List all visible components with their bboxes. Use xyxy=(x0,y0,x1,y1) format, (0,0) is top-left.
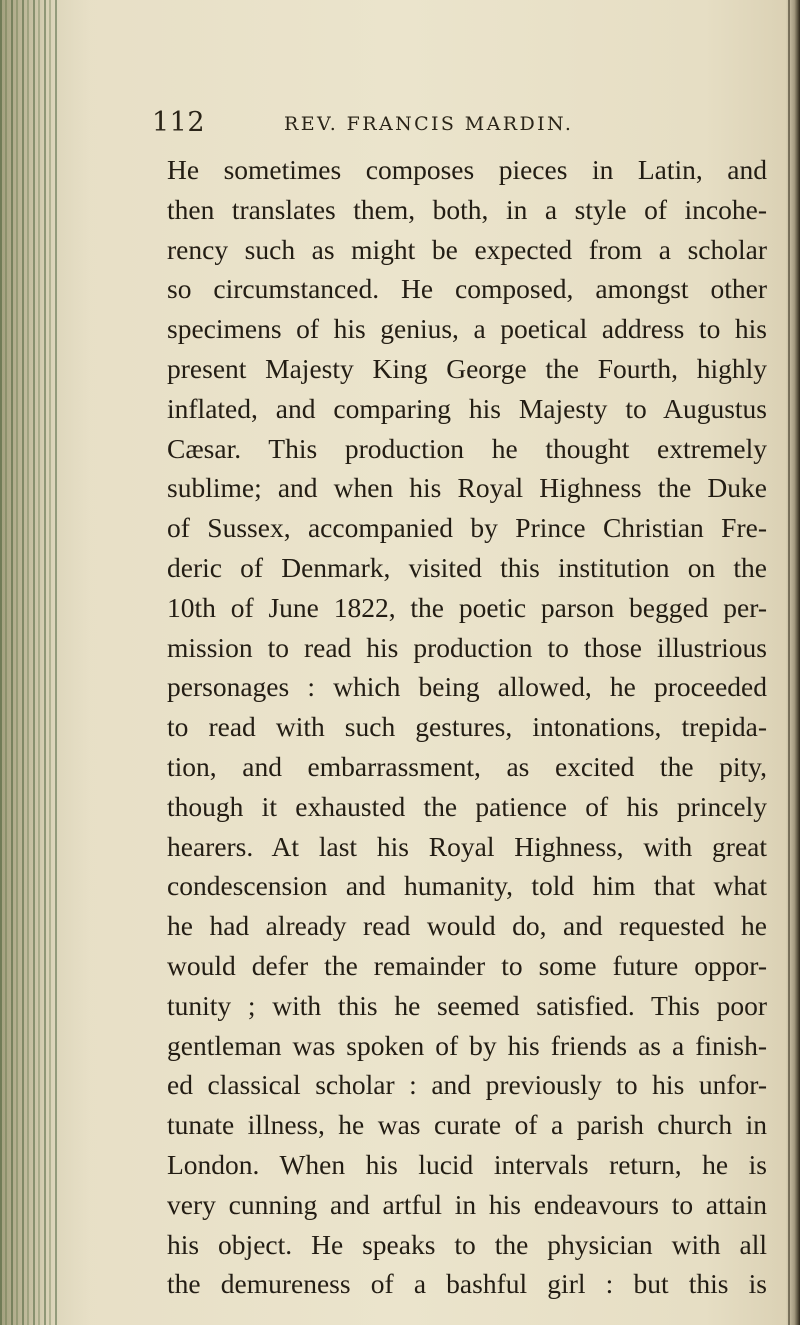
text-line: inflated, and comparing his Majesty to Augustus xyxy=(167,392,767,424)
text-line: sublime; and when his Royal Highness the Duke xyxy=(167,472,767,504)
page-number: 112 xyxy=(152,107,206,138)
text-line: mission to read his production to those illustrious xyxy=(167,631,767,663)
page-edge-line xyxy=(788,0,790,1325)
text-line: rency such as might be expected from a scholar xyxy=(167,233,767,265)
text-line: 10th of June 1822, the poetic parson begged per- xyxy=(167,591,767,623)
text-line: gentleman was spoken of by his friends as a finish- xyxy=(167,1029,767,1061)
text-line: he had already read would do, and requested he xyxy=(167,910,767,942)
text-line: the demureness of a bashful girl : but this is xyxy=(167,1268,767,1300)
text-line: He sometimes composes pieces in Latin, and xyxy=(167,154,767,185)
text-line: London. When his lucid intervals return, he is xyxy=(167,1148,767,1180)
text-line: tunity ; with this he seemed satisfied. This poor xyxy=(167,989,767,1021)
text-line: deric of Denmark, visited this institution on the xyxy=(167,551,767,583)
text-line: so circumstanced. He composed, amongst other xyxy=(167,273,767,305)
page-header xyxy=(152,106,752,140)
running-head: REV. FRANCIS MARDIN. xyxy=(284,113,574,135)
text-line: then translates them, both, in a style of incohe- xyxy=(167,193,767,225)
text-line: personages : which being allowed, he proceeded xyxy=(167,671,767,703)
text-line: his object. He speaks to the physician with all xyxy=(167,1228,767,1260)
text-line: of Sussex, accompanied by Prince Christian Fre- xyxy=(167,512,767,544)
text-line: present Majesty King George the Fourth, highly xyxy=(167,352,767,384)
text-line: condescension and humanity, told him that what xyxy=(167,870,767,902)
book-binding-edge xyxy=(0,0,60,1325)
text-line: specimens of his genius, a poetical address to his xyxy=(167,313,767,345)
text-line: would defer the remainder to some future oppor- xyxy=(167,949,767,981)
text-line: to read with such gestures, intonations, trepida- xyxy=(167,711,767,743)
body-text xyxy=(167,150,767,1304)
text-line: ed classical scholar : and previously to his unfor- xyxy=(167,1069,767,1101)
text-line: very cunning and artful in his endeavours to attain xyxy=(167,1188,767,1220)
text-line: tunate illness, he was curate of a parish church in xyxy=(167,1109,767,1141)
text-line: tion, and embarrassment, as excited the pity, xyxy=(167,750,767,782)
text-line: Cæsar. This production he thought extremely xyxy=(167,432,767,464)
text-line: hearers. At last his Royal Highness, with great xyxy=(167,830,767,862)
text-line: though it exhausted the patience of his princely xyxy=(167,790,767,822)
